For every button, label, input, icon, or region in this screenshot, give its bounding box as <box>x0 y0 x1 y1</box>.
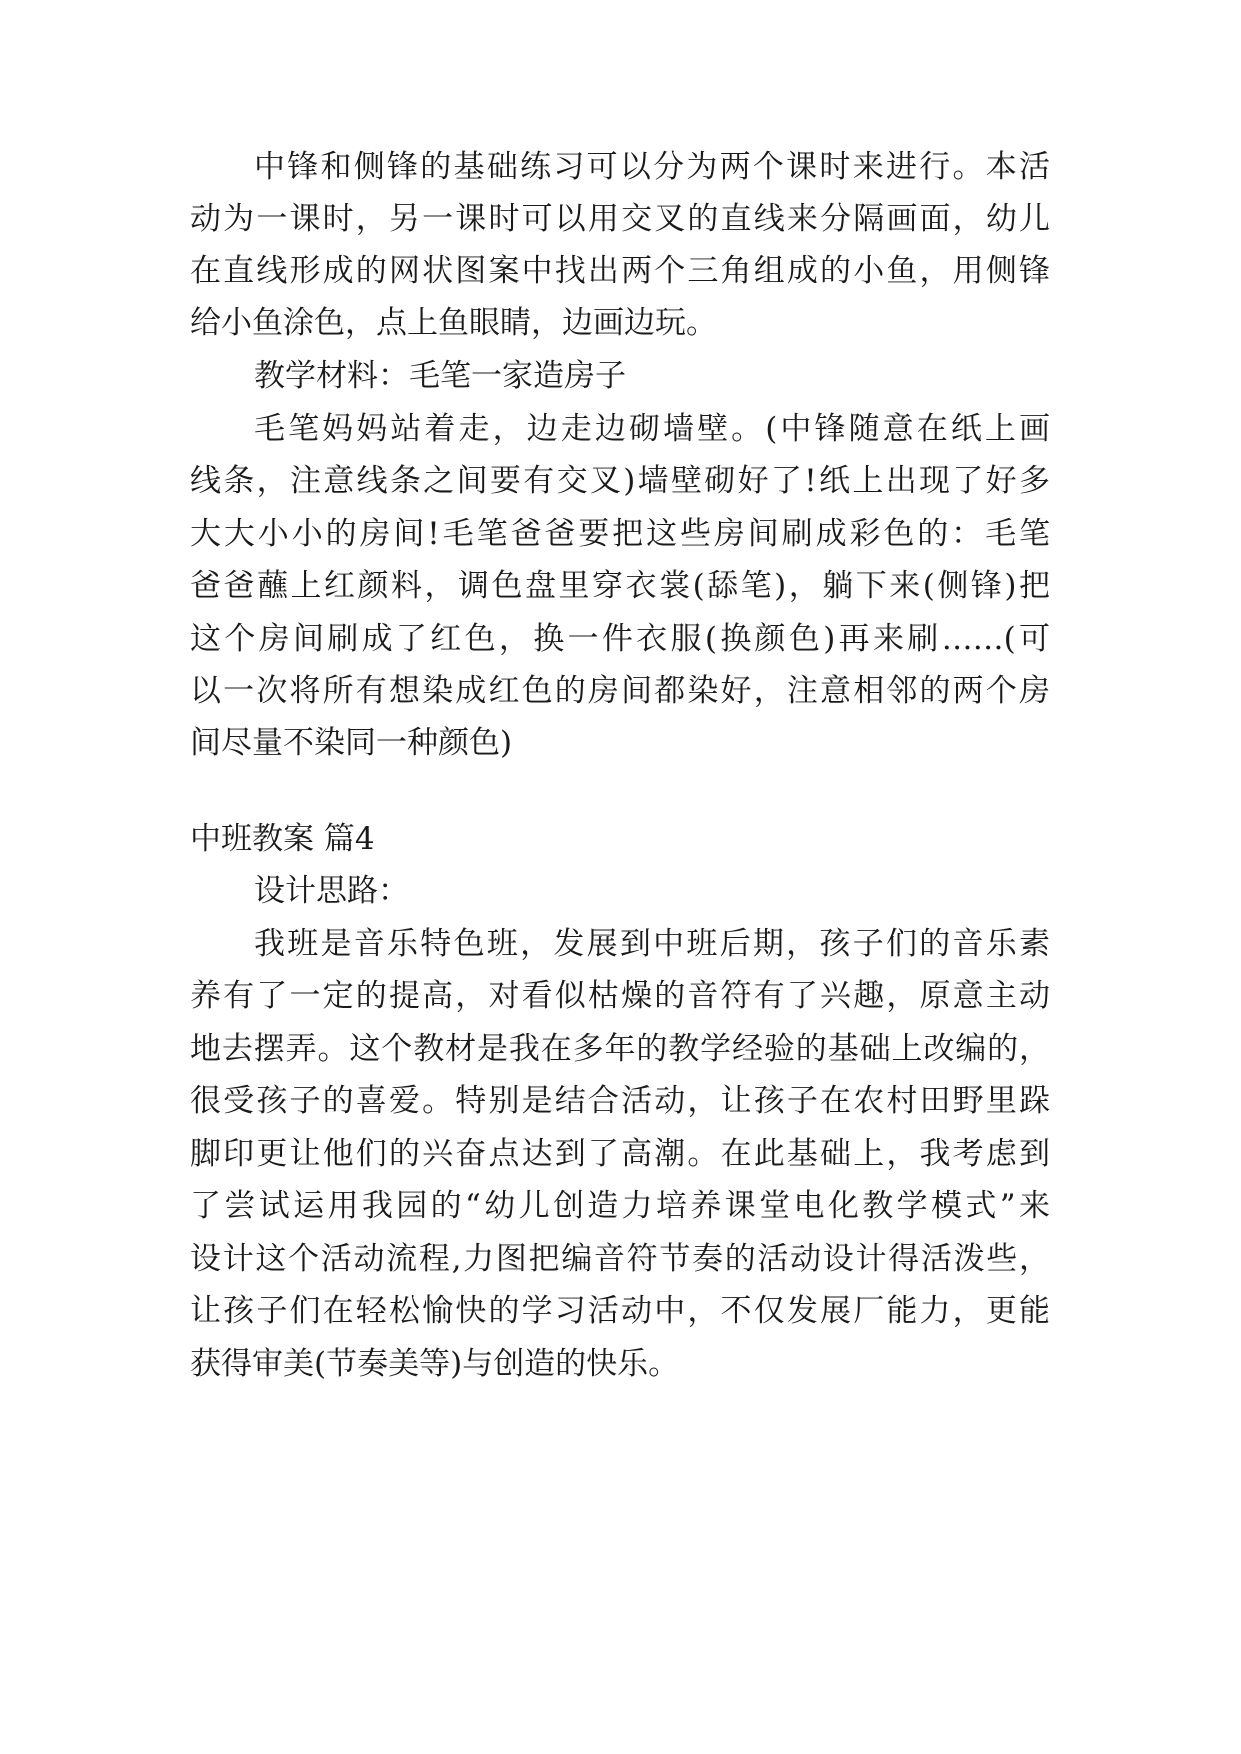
paragraph-line: 这个房间刷成了红色，换一件衣服(换颜色)再来刷……(可 <box>190 621 1050 657</box>
paragraph-line: 爸爸蘸上红颜料，调色盘里穿衣裳(舔笔)，躺下来(侧锋)把 <box>190 568 1050 604</box>
paragraph-line: 以一次将所有想染成红色的房间都染好，注意相邻的两个房 <box>190 673 1050 709</box>
paragraph-line: 设计思路： <box>254 873 409 909</box>
section-heading: 中班教案 篇4 <box>190 821 375 857</box>
paragraph-line: 获得审美(节奏美等)与创造的快乐。 <box>190 1346 680 1382</box>
paragraph-line: 了尝试运用我园的“幼儿创造力培养课堂电化教学模式”来 <box>190 1188 1050 1224</box>
paragraph-line: 地去摆弄。这个教材是我在多年的教学经验的基础上改编的， <box>190 1031 1050 1067</box>
paragraph-line: 教学材料：毛笔一家造房子 <box>254 358 626 394</box>
paragraph-line: 在直线形成的网状图案中找出两个三角组成的小鱼，用侧锋 <box>190 253 1050 289</box>
paragraph-line: 我班是音乐特色班，发展到中班后期，孩子们的音乐素 <box>254 926 1050 962</box>
paragraph-line: 脚印更让他们的兴奋点达到了高潮。在此基础上，我考虑到 <box>190 1136 1050 1172</box>
paragraph-line: 毛笔妈妈站着走，边走边砌墙壁。(中锋随意在纸上画 <box>254 411 1050 447</box>
paragraph-line: 给小鱼涂色，点上鱼眼睛，边画边玩。 <box>190 305 717 341</box>
paragraph-line: 线条，注意线条之间要有交叉)墙壁砌好了!纸上出现了好多 <box>190 463 1050 499</box>
paragraph-line: 间尽量不染同一种颜色) <box>190 725 513 761</box>
paragraph-line: 设计这个活动流程,力图把编音符节奏的活动设计得活泼些， <box>190 1241 1050 1277</box>
paragraph-line: 中锋和侧锋的基础练习可以分为两个课时来进行。本活 <box>254 149 1050 185</box>
paragraph-line: 大大小小的房间!毛笔爸爸要把这些房间刷成彩色的：毛笔 <box>190 516 1050 552</box>
paragraph-line: 动为一课时，另一课时可以用交叉的直线来分隔画面，幼儿 <box>190 201 1050 237</box>
paragraph-line: 很受孩子的喜爱。特别是结合活动，让孩子在农村田野里跺 <box>190 1083 1050 1119</box>
paragraph-line: 养有了一定的提高，对看似枯燥的音符有了兴趣，原意主动 <box>190 978 1050 1014</box>
paragraph-line: 让孩子们在轻松愉快的学习活动中，不仅发展厂能力，更能 <box>190 1293 1050 1329</box>
